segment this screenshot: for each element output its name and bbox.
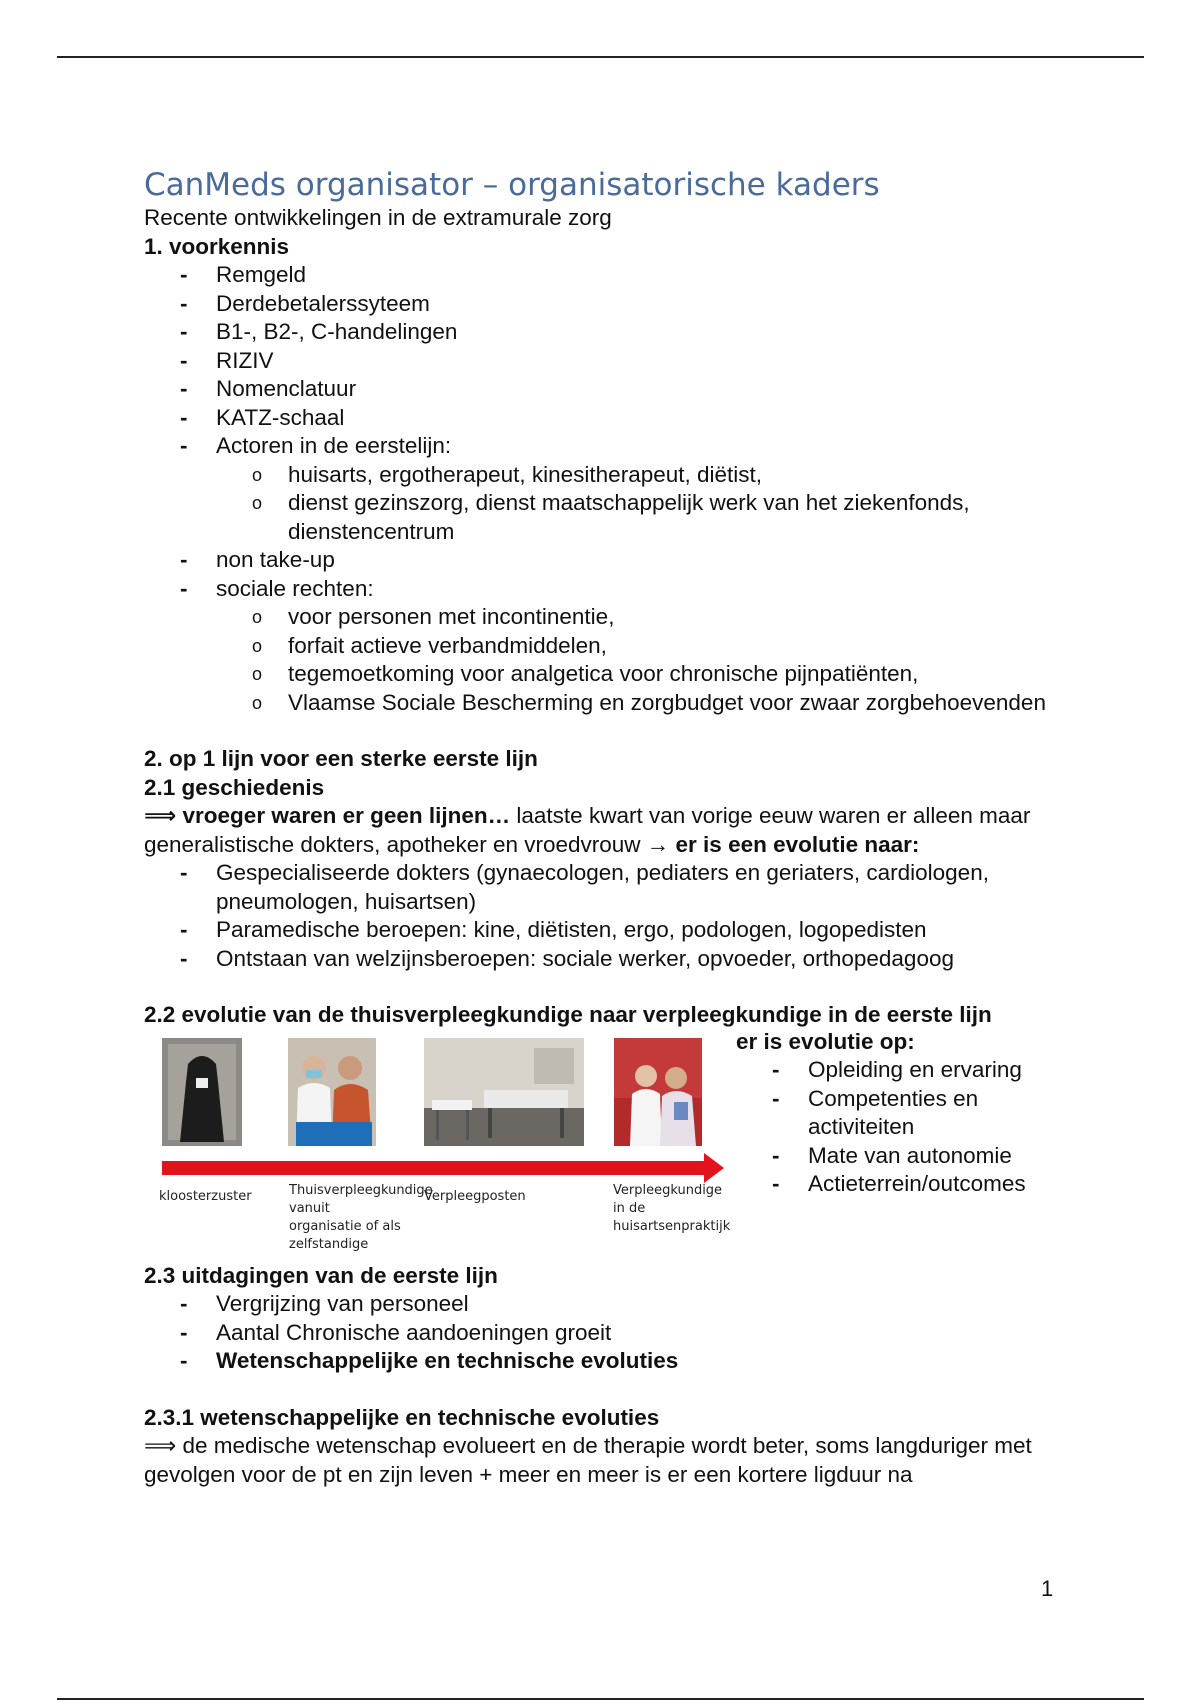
sub-list-item: o voor personen met incontinentie, bbox=[288, 603, 1064, 632]
section-2-2-heading: 2.2 evolutie van de thuisverpleegkundige naar verpleegkundige in de eerste lijn bbox=[144, 1002, 992, 1027]
home-nurses-photo bbox=[288, 1038, 376, 1146]
page-subtitle: Recente ontwikkelingen in de extramurale zorg bbox=[144, 205, 612, 230]
sociale-label: sociale rechten: bbox=[216, 575, 374, 601]
section-1-list bbox=[144, 261, 1064, 717]
lead-bold-2: er is een evolutie naar: bbox=[675, 831, 920, 857]
list-item: - KATZ-schaal bbox=[216, 404, 1064, 433]
figure-label: Thuisverpleegkundige vanuit organisatie of als zelfstandige bbox=[289, 1182, 433, 1252]
double-arrow-icon: ⟹ bbox=[144, 803, 177, 828]
list-item: - non take-up bbox=[216, 546, 1064, 575]
figure-label: Verpleegkundige in de huisartsenpraktijk bbox=[613, 1182, 731, 1234]
list-item: - Vergrijzing van personeel bbox=[216, 1290, 1064, 1319]
sociale-sublist bbox=[216, 603, 1064, 717]
sub-list-item: o tegemoetkoming voor analgetica voor chronische pijnpatiënten, bbox=[288, 660, 1064, 689]
list-item: - Competenties en activiteiten bbox=[808, 1085, 1066, 1142]
section-2-1-list bbox=[144, 859, 1064, 973]
treatment-room-photo bbox=[424, 1038, 584, 1146]
list-item: - RIZIV bbox=[216, 347, 1064, 376]
sub-list-item: o forfait actieve verbandmiddelen, bbox=[288, 632, 1064, 661]
nun-photo bbox=[162, 1038, 242, 1146]
list-item: - Aantal Chronische aandoeningen groeit bbox=[216, 1319, 1064, 1348]
list-item-sociale bbox=[216, 575, 1064, 718]
page-title: CanMeds organisator – organisatorische kaders bbox=[144, 167, 880, 203]
double-arrow-icon: ⟹ bbox=[144, 1433, 177, 1458]
list-item: - B1-, B2-, C-handelingen bbox=[216, 318, 1064, 347]
list-item: - Wetenschappelijke en technische evoluties bbox=[216, 1347, 1064, 1376]
paragraph-text: de medische wetenschap evolueert en de therapie wordt beter, soms langduriger met gevolgen voor de pt en zijn leven + meer en meer is er een kortere ligduur na bbox=[144, 1433, 1032, 1487]
spacer bbox=[144, 973, 1064, 1001]
side-list bbox=[736, 1056, 1066, 1199]
section-1-heading: 1. voorkennis bbox=[144, 233, 290, 259]
lead-text: laatste kwart van vorige eeuw waren er alleen maar generalistische dokters, apotheker en vroedvrouw → bbox=[144, 803, 1031, 857]
spacer bbox=[144, 717, 1064, 745]
actoren-sublist bbox=[216, 461, 1064, 547]
list-item-actoren bbox=[216, 432, 1064, 546]
section-2-heading: 2. op 1 lijn voor een sterke eerste lijn bbox=[144, 746, 538, 771]
section-2-3-heading: 2.3 uitdagingen van de eerste lijn bbox=[144, 1262, 498, 1288]
evolution-timeline-figure bbox=[159, 1038, 734, 1260]
section-2-1-heading: 2.1 geschiedenis bbox=[144, 774, 325, 800]
page-number: 1 bbox=[1041, 1576, 1054, 1601]
sub-list-item: o huisarts, ergotherapeut, kinesitherapeut, diëtist, bbox=[288, 461, 1064, 490]
section-2-3-1-paragraph bbox=[144, 1432, 1064, 1489]
side-heading: er is evolutie op: bbox=[736, 1028, 915, 1054]
document-body bbox=[144, 166, 1064, 1489]
spacer bbox=[144, 1376, 1064, 1404]
section-2-3-1-heading: 2.3.1 wetenschappelijke en technische evoluties bbox=[144, 1404, 660, 1430]
list-item: - Opleiding en ervaring bbox=[808, 1056, 1066, 1085]
section-2-3-list bbox=[144, 1290, 1064, 1376]
sub-list-item: o Vlaamse Sociale Bescherming en zorgbudget voor zwaar zorgbehoevenden bbox=[288, 689, 1064, 718]
list-item: - Actieterrein/outcomes bbox=[808, 1170, 1066, 1199]
header-rule bbox=[57, 56, 1144, 58]
evolution-figure-area bbox=[144, 1030, 1064, 1262]
figure-label: kloosterzuster bbox=[159, 1188, 252, 1204]
list-item: - Ontstaan van welzijnsberoepen: sociale werker, opvoeder, orthopedagoog bbox=[216, 945, 1064, 974]
timeline-arrow-shaft bbox=[162, 1161, 707, 1175]
timeline-arrow-head bbox=[704, 1153, 724, 1183]
list-item: - Paramedische beroepen: kine, diëtisten, ergo, podologen, logopedisten bbox=[216, 916, 1064, 945]
actoren-label: Actoren in de eerstelijn: bbox=[216, 433, 452, 458]
lead-bold: vroeger waren er geen lijnen… bbox=[182, 803, 511, 828]
sub-list-item: o dienst gezinszorg, dienst maatschappelijk werk van het ziekenfonds, dienstencentrum bbox=[288, 489, 1064, 546]
list-item: - Remgeld bbox=[216, 261, 1064, 290]
list-item: - Mate van autonomie bbox=[808, 1142, 1066, 1171]
gp-practice-photo bbox=[614, 1038, 702, 1146]
list-item: - Gespecialiseerde dokters (gynaecologen, pediaters en geriaters, cardiologen, pneumologen, huisartsen) bbox=[216, 859, 1064, 916]
section-2-1-paragraph bbox=[144, 802, 1064, 859]
evolution-side-list bbox=[736, 1028, 1066, 1199]
list-item: - Nomenclatuur bbox=[216, 375, 1064, 404]
list-item: - Derdebetalerssyteem bbox=[216, 290, 1064, 319]
figure-label: Verpleegposten bbox=[424, 1188, 526, 1204]
